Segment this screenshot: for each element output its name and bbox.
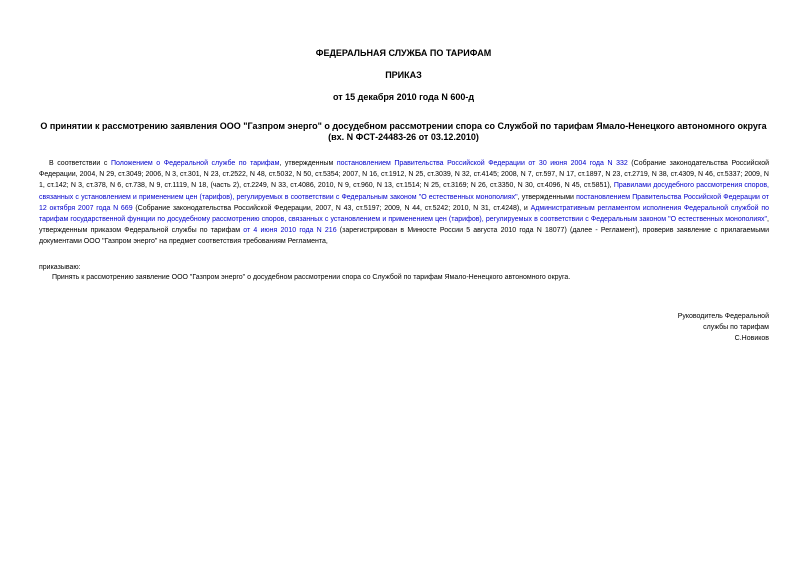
preamble-text: В соответствии с xyxy=(49,160,111,167)
preamble-text: , утвержденным приказом Федеральной службы по тарифам xyxy=(39,216,769,235)
document-title-reference: (вх. N ФСТ-24483-26 от 03.12.2010) xyxy=(328,132,479,142)
link-fst-regulation[interactable]: Положением о Федеральной службе по тарифам xyxy=(110,160,280,167)
link-order-216[interactable]: от 4 июня 2010 года N 216 xyxy=(243,227,337,235)
link-resolution-332[interactable]: постановлением Правительства Российской Федерации от 30 июня 2004 года N 332 xyxy=(336,160,628,167)
document-date: от 15 декабря 2010 года N 600-д xyxy=(332,92,475,102)
signature-position-cont: службы по тарифам xyxy=(703,324,769,331)
order-paragraph: Принять к рассмотрению заявление ООО "Газпром энерго" о досудебном рассмотрении спора со Службой по тарифам Ямало-Ненецкого автономного округа. xyxy=(52,274,571,281)
signature-name: С.Новиков xyxy=(734,335,769,342)
document-title: О принятии к рассмотрению заявления ООО "Газпром энерго" о досудебном рассмотрении спора со Службой по тарифам Ямало-Ненецкого автономного округа xyxy=(40,121,767,131)
orders-label: приказываю: xyxy=(39,264,81,271)
document-type: ПРИКАЗ xyxy=(385,70,422,80)
preamble-text: (зарегистрирован в Минюсте России 5 августа 2010 года N 18077) (далее - Регламент), проверив заявление с прилагаемыми документами ООО "Газпром энерго" на предмет соответствия требованиям Регламента, xyxy=(39,227,769,246)
link-dispute-rules[interactable]: Правилами досудебного рассмотрения споров, связанных с установлением и применением цен (тарифов), регулируемых в соответствии с Федеральным законом "О естественных монополиях" xyxy=(39,182,769,201)
link-administrative-regulation[interactable]: Административным регламентом исполнения Федеральной службой по тарифам государственной функции по досудебному рассмотрению споров, связанных с установлением и применением цен (тарифов), регулируемых в соответствии с Федеральным законом "О естественных монополиях" xyxy=(39,204,769,224)
link-resolution-669[interactable]: постановлением Правительства Российской Федерации от 12 октября 2007 года N 669 xyxy=(39,193,769,212)
preamble-text: (Собрание законодательства Российской Федерации, 2007, N 43, ст.5197; 2009, N 44, ст.5242; 2010, N 31, ст.4248), и xyxy=(132,204,531,212)
organization-heading: ФЕДЕРАЛЬНАЯ СЛУЖБА ПО ТАРИФАМ xyxy=(315,48,492,58)
preamble-text: , утвержденным xyxy=(279,160,337,167)
signature-position: Руководитель Федеральной xyxy=(677,313,769,320)
preamble-text: , утвержденными xyxy=(517,193,577,201)
preamble-text: (Собрание законодательства Российской Федерации, 2004, N 29, ст.3049; 2006, N 3, ст.301, N 23, ст.2522, N 48, ст.5032, N 50, ст.5354; 2007, N 16, ст.1912, N 25, ст.3039, N 32, ст.4145; 2008, N 7, ст.597, N 17, ст.1897, N 23, ст.2719, N 38, ст.4309, N 46, ст.5337; 2009, N 1, ст.142; N 3, ст.378, N 6, ст.738, N 9, ст.1119, N 18, (часть 2), ст.2249, N 33, ст.4086, 2010, N 9, ст.960, N 13, ст.1514; N 25, ст.3169; N 26, ст.3350, N 30, ст.4096, N 45, ст.5851), xyxy=(39,160,770,190)
preamble-paragraph xyxy=(39,158,769,248)
